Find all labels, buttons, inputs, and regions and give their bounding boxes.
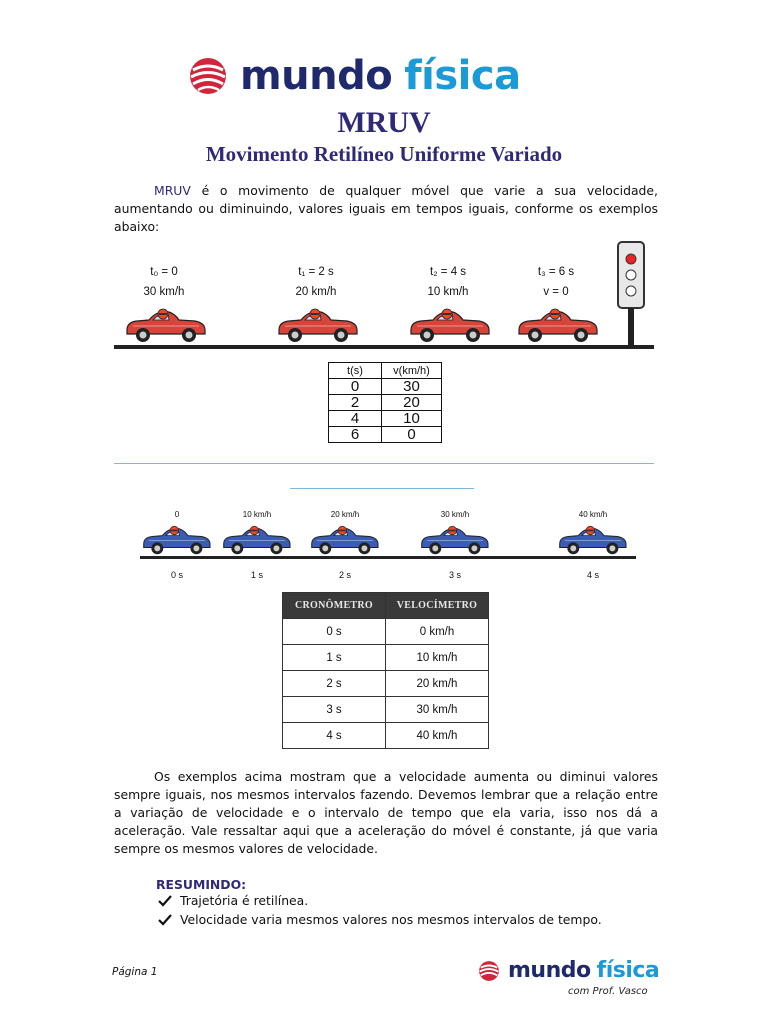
traffic-light-icon: [616, 240, 646, 346]
table-cell: 10 km/h: [386, 645, 489, 671]
table-cell: 1 s: [283, 645, 386, 671]
summary-heading: RESUMINDO:: [156, 877, 247, 892]
divider-line: [114, 463, 654, 464]
car-icon: [406, 304, 492, 349]
time-label: t₀ = 0: [150, 266, 178, 278]
time-label: 2 s: [338, 570, 351, 580]
table-cell: 0: [382, 427, 442, 443]
footer-logo: [478, 960, 659, 982]
table-row: [283, 645, 489, 671]
table-row: [283, 697, 489, 723]
table-cell: 30 km/h: [386, 697, 489, 723]
table-row: [283, 671, 489, 697]
speed-label: v = 0: [543, 286, 569, 298]
table-cell: 30: [382, 379, 442, 395]
table-cell: 20: [382, 395, 442, 411]
page-number: Página 1: [112, 966, 158, 978]
time-label: 0 s: [170, 570, 183, 580]
table-cell: 3 s: [283, 697, 386, 723]
table2-header: VELOCÍMETRO: [386, 593, 489, 619]
speed-label: 0: [174, 510, 180, 519]
speed-label: 20 km/h: [330, 510, 360, 519]
table1-header: t(s): [329, 363, 382, 379]
table-cell: 2: [329, 395, 382, 411]
table-row: [329, 411, 442, 427]
table-cell: 4 s: [283, 723, 386, 749]
speed-label: 10 km/h: [242, 510, 272, 519]
table-cell: 4: [329, 411, 382, 427]
footer-tagline: com Prof. Vasco: [568, 986, 648, 997]
summary-item: [158, 912, 602, 927]
summary-item-text: Velocidade varia mesmos valores nos mesmos intervalos de tempo.: [180, 912, 602, 927]
speed-label: 30 km/h: [440, 510, 470, 519]
header-logo: [188, 46, 521, 106]
car-icon: [514, 304, 600, 349]
body-paragraph: [114, 768, 658, 858]
table-row: [329, 427, 442, 443]
time-label: t₁ = 2 s: [298, 266, 334, 278]
divider-line-short: [290, 488, 474, 489]
table1-header: v(km/h): [382, 363, 442, 379]
table-cell: 0: [329, 379, 382, 395]
footer-logo-word-mundo: mundo: [508, 958, 591, 983]
summary-item-text: Trajetória é retilínea.: [180, 893, 309, 908]
time-label: 1 s: [250, 570, 263, 580]
car-icon: [308, 522, 380, 561]
logo-sphere-icon: [188, 56, 228, 96]
time-label: t₂ = 4 s: [429, 266, 467, 278]
table-stopwatch-speedometer: [282, 592, 489, 749]
checkmark-icon: [158, 913, 172, 927]
car-icon: [556, 522, 628, 561]
table-row: [283, 723, 489, 749]
table2-header: CRONÔMETRO: [283, 593, 386, 619]
table-row: [283, 619, 489, 645]
intro-term: MRUV: [154, 183, 191, 198]
table-cell: 2 s: [283, 671, 386, 697]
speed-label: 20 km/h: [295, 286, 337, 298]
car-icon: [122, 304, 208, 349]
car-icon: [274, 304, 360, 349]
summary-item: [158, 893, 308, 908]
page-title: MRUV: [337, 106, 431, 139]
table-cell: 0 km/h: [386, 619, 489, 645]
page-subtitle: Movimento Retilíneo Uniforme Variado: [205, 142, 563, 166]
car-icon: [220, 522, 292, 561]
table-row: [329, 379, 442, 395]
time-label: 3 s: [448, 570, 461, 580]
table-cell: 10: [382, 411, 442, 427]
car-icon: [140, 522, 212, 561]
table-cell: 6: [329, 427, 382, 443]
speed-label: 10 km/h: [427, 286, 469, 298]
intro-text: é o movimento de qualquer móvel que varie a sua velocidade, aumentando ou diminuindo, valores iguais em tempos iguais, conforme os exemplos abaixo:: [114, 183, 658, 234]
body-paragraph-text: Os exemplos acima mostram que a velocidade aumenta ou diminui valores sempre iguais, nos mesmos intervalos fazendo. Devemos lembrar que a relação entre a variação de velocidade e o intervalo de tempo que ela varia, isso nos dá a aceleração. Vale ressaltar aqui que a aceleração do móvel é constante, já que varia sempre os mesmos valores de velocidade.: [114, 769, 658, 856]
footer-logo-word-fisica: física: [596, 958, 660, 983]
speed-label: 30 km/h: [143, 286, 185, 298]
logo-word-fisica: física: [404, 53, 521, 99]
table-row: [329, 395, 442, 411]
table-cell: 40 km/h: [386, 723, 489, 749]
table-cell: 20 km/h: [386, 671, 489, 697]
checkmark-icon: [158, 894, 172, 908]
logo-word-mundo: mundo: [240, 53, 393, 99]
time-label: 4 s: [586, 570, 599, 580]
car-icon: [418, 522, 490, 561]
intro-paragraph: [114, 182, 658, 236]
speed-label: 40 km/h: [578, 510, 608, 519]
time-label: t₃ = 6 s: [537, 266, 575, 278]
table-cell: 0 s: [283, 619, 386, 645]
logo-sphere-icon: [478, 960, 500, 982]
table-time-speed-1: [328, 362, 442, 443]
